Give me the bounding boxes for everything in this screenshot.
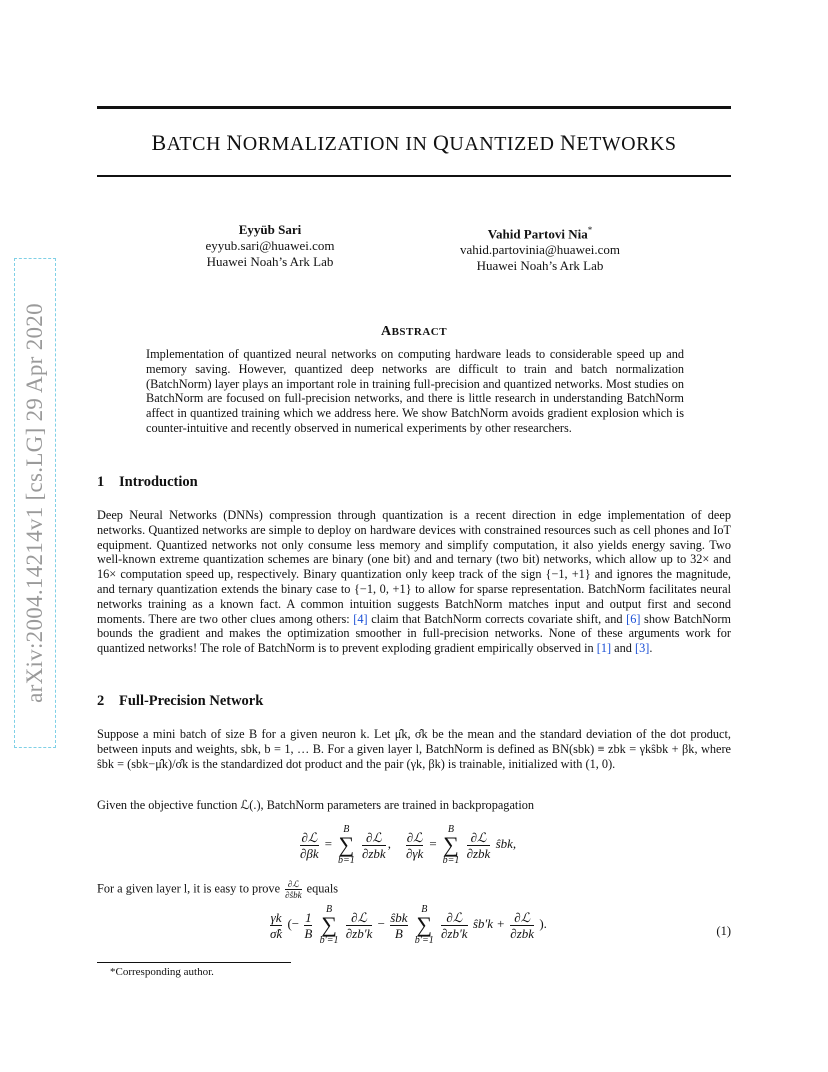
citation-link[interactable]: [3] <box>634 641 650 656</box>
objective-sentence: Given the objective function ℒ(.), BatchNorm parameters are trained in backpropagation <box>97 798 535 812</box>
author-affiliation: Huawei Noah’s Ark Lab <box>206 254 334 269</box>
title-bottom-rule <box>97 175 731 177</box>
equation-number: (1) <box>716 924 731 938</box>
section-heading-full-precision: 2 Full-Precision Network <box>97 693 264 709</box>
equation-1: $\frac{\gamma k}{\sigmâk}$ (− $\frac{1}{B}$ B ∑ b′=1 $\frac{\text{∂ℒ}}{\partial zb'k}$ − $\frac{\text{ŝbk}}{B}$ B ∑ b′=1 $\frac{\text{∂ℒ}}{\partial zb'k}$ ŝb′k + $\frac{\text{∂ℒ}}{\text{∂zbk}}$ ). <box>270 904 547 946</box>
author-name: Eyyüb Sari <box>238 222 302 237</box>
equation-gradients: $\frac{\text{∂ℒ}}{\partial\beta k}$ = B ∑ b=1 $\frac{\text{∂ℒ}}{\text{∂zbk}}$ , $\frac{\text{∂ℒ}}{\partial\gamma k}$ = B ∑ b=1 $\frac{\text{∂ℒ}}{\text{∂zbk}}$ ŝbk, <box>300 824 517 866</box>
citation-link[interactable]: [4] <box>353 611 368 626</box>
footnote: *Corresponding author. <box>110 966 214 978</box>
abstract-heading: ABSTRACT <box>380 324 448 339</box>
arxiv-stamp-text: arXiv:2004.14214v1 [cs.LG] 29 Apr 2020 <box>22 303 47 703</box>
section-heading-introduction: 1 Introduction <box>97 474 198 490</box>
intro-paragraph: Deep Neural Networks (DNNs) compression through quantization is a recent direction in edge implementation of deep networks. Quantized networks are simple to deploy on hardware devices with constrained resources such as cell phones and IoT equipment. Quantized networks not only consume less memory and simplify computation, it also yields energy saving. Two well-known extreme quantization schemes are binary (one bit) and and ternary (two bit) networks, which allow up to 32× and 16× computation speed up, respectively. Binary quantization only keep track of the sign {−1, +1} and ignores the magnitude, and ternary quantization extends the binary case to {−1, 0, +1} to allow for sparse representation. BatchNorm facilitates neural networks training as a known fact. A common intuition suggests BatchNorm matches input and output first and second moments. There are two other clues among others: [4] claim that BatchNorm corrects covariate shift, and [6] show BatchNorm bounds the gradient and makes the optimization smoother in full-precision networks. None of these arguments work for quantized networks! The role of BatchNorm is to prevent exploding gradient empirically observed in [1] and [3]. <box>97 508 731 656</box>
author-email: vahid.partovinia@huawei.com <box>460 242 620 258</box>
paper-title: BATCH NORMALIZATION IN QUANTIZED NETWORKS <box>151 130 677 155</box>
footnote-rule <box>97 962 291 963</box>
citation-link[interactable]: [6] <box>626 611 641 626</box>
title-top-rule <box>97 106 731 109</box>
prove-sentence: For a given layer l, it is easy to prove $\frac{\text{∂ℒ}}{\text{∂ŝbk}}$ equals <box>97 879 339 900</box>
author-name: Vahid Partovi Nia <box>487 226 588 242</box>
fullprec-paragraph: Suppose a mini batch of size B for a given neuron k. Let μ̂k, σ̂k be the mean and the standard deviation of the dot product, between inputs and weights, sbk, b = 1, … B. For a given layer l, BatchNorm is defined as BN(sbk) ≡ zbk = γkŝbk + βk, where ŝbk = (sbk−μ̂k)/σ̂k is the standardized dot product and the pair (γk, βk) is trainable, initialized with (1, 0). <box>97 727 731 771</box>
abstract-text: Implementation of quantized neural networks on computing hardware leads to considerable speed up and memory saving. However, quantized deep networks are difficult to train and batch normalization (BatchNorm) layer plays an important role in training full-precision and quantized networks. Most studies on BatchNorm are focused on full-precision networks, and there is little research in understanding BatchNorm affect in quantized training which we address here. We show BatchNorm avoids gradient explosion which is counter-intuitive and recently observed in numerical experiments by other researchers. <box>146 347 684 435</box>
author-affiliation: Huawei Noah’s Ark Lab <box>476 258 604 274</box>
author-email: eyyub.sari@huawei.com <box>205 238 335 253</box>
footnote-marker: * <box>587 225 593 235</box>
citation-link[interactable]: [1] <box>596 641 612 656</box>
author-1 <box>150 222 390 270</box>
author-2 <box>420 222 660 274</box>
